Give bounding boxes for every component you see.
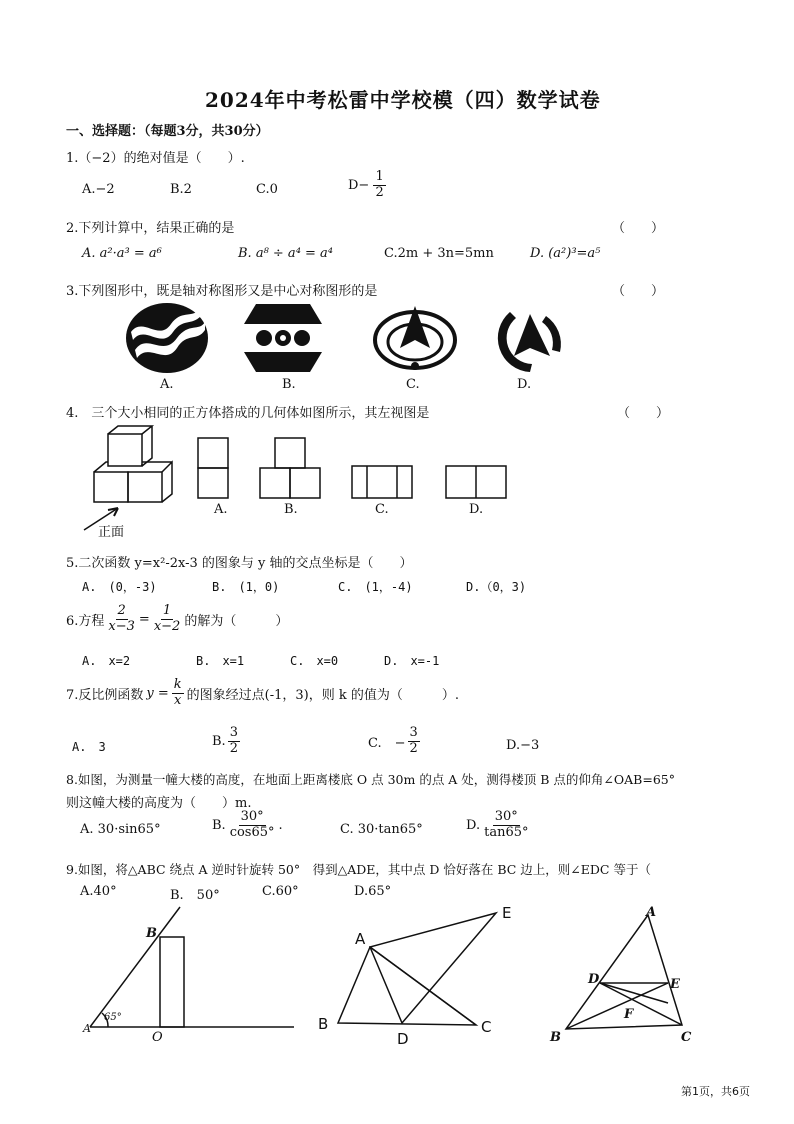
q7-b-prefix: B. bbox=[212, 733, 226, 749]
section-heading: 一、选择题：（每题3分，共30分） bbox=[66, 124, 269, 139]
fig8-label-o: O bbox=[152, 1030, 163, 1045]
q8-b-den: cos65° bbox=[229, 824, 275, 840]
q4-cube-solid bbox=[78, 424, 178, 532]
q7-option-c bbox=[368, 726, 420, 757]
q1-d-num: 1 bbox=[375, 169, 384, 184]
q4-stem: 4. 三个大小相同的正方体搭成的几何体如图所示，其左视图是 bbox=[66, 406, 430, 421]
q7-f-num: k bbox=[173, 677, 182, 692]
q2-answer-paren: （ ） bbox=[612, 221, 665, 236]
q8-b-fraction bbox=[228, 810, 277, 841]
q8-option-a: A. 30·sin65° bbox=[80, 822, 161, 837]
q3-stem: 3.下列图形中，既是轴对称图形又是中心对称图形的是 bbox=[66, 284, 378, 299]
fig10-label-a: A bbox=[646, 905, 657, 920]
q8-b-suffix: . bbox=[278, 817, 283, 833]
q1-d-den: 2 bbox=[375, 184, 384, 200]
q4-label-b: B. bbox=[284, 502, 298, 517]
q6-fraction-2 bbox=[152, 604, 183, 635]
q7-c-num: 3 bbox=[409, 725, 418, 740]
q6-fraction-1 bbox=[106, 604, 137, 635]
q3-figure-d bbox=[490, 302, 570, 374]
page-title: 2024年中考松雷中学校模（四）数学试卷 bbox=[205, 88, 601, 112]
q9-figure bbox=[330, 905, 510, 1035]
q3-figure-b bbox=[242, 302, 324, 374]
q8-option-d bbox=[466, 810, 530, 841]
q6-suffix: 的解为（ ） bbox=[184, 613, 289, 629]
q4-label-d: D. bbox=[469, 502, 484, 517]
q8-b-num: 30° bbox=[240, 809, 264, 824]
q4-option-a-view bbox=[196, 436, 230, 500]
q2-option-a: A. a²·a³ = a⁶ bbox=[82, 246, 162, 261]
q8-d-prefix: D. bbox=[466, 817, 481, 833]
q1-d-fraction bbox=[373, 170, 385, 201]
q7-c-den: 2 bbox=[409, 740, 418, 756]
q6-f1-num: 2 bbox=[117, 603, 126, 618]
q5-option-b: B. (1，0) bbox=[212, 580, 280, 594]
fig8-angle-label: 65° bbox=[104, 1012, 122, 1023]
q7-option-d: D.−3 bbox=[506, 738, 540, 753]
q6-stem bbox=[66, 604, 288, 635]
q3-figure-a bbox=[125, 302, 210, 374]
q7-fraction bbox=[172, 678, 184, 709]
q7-f-den: x bbox=[174, 692, 182, 708]
q9-option-a: A.40° bbox=[80, 884, 117, 899]
q6-option-b: B. x=1 bbox=[196, 654, 245, 668]
q1-option-d bbox=[348, 170, 386, 201]
q3-label-a: A. bbox=[160, 377, 174, 392]
q8-stem-line1: 8.如图，为测量一幢大楼的高度，在地面上距离楼底 O 点 30m 的点 A 处，测得楼顶 B 点的仰角∠OAB=65° bbox=[66, 772, 675, 787]
q8-option-c: C. 30·tan65° bbox=[340, 822, 423, 837]
q8-d-num: 30° bbox=[494, 809, 518, 824]
q2-option-d: D. (a²)³=a⁵ bbox=[530, 246, 601, 261]
q4-answer-paren: （ ） bbox=[617, 406, 670, 421]
fig8-label-b: B bbox=[146, 926, 157, 941]
q7-prefix: 7.反比例函数 bbox=[66, 687, 144, 703]
q7-stem bbox=[66, 678, 459, 709]
q5-option-d: D.（0，3) bbox=[466, 580, 527, 594]
fig9-label-b: B bbox=[318, 1015, 329, 1033]
q9-option-d: D.65° bbox=[354, 884, 392, 899]
q4-option-d-view bbox=[444, 464, 508, 500]
q3-answer-paren: （ ） bbox=[612, 284, 665, 299]
fig10-label-f: F bbox=[624, 1007, 634, 1022]
q9-option-c: C.60° bbox=[262, 884, 299, 899]
q6-f2-den: x−2 bbox=[153, 618, 181, 634]
q1-option-b: B.2 bbox=[170, 182, 192, 197]
fig8-label-a: A bbox=[83, 1022, 91, 1035]
q7-c-fraction bbox=[408, 726, 420, 757]
q4-label-c: C. bbox=[375, 502, 389, 517]
q7-suffix: 的图象经过点(-1，3)，则 k 的值为（ ）. bbox=[186, 687, 460, 703]
q3-label-d: D. bbox=[517, 377, 532, 392]
q7-b-num: 3 bbox=[229, 725, 238, 740]
q9-option-b: B. 50° bbox=[170, 888, 220, 903]
q5-option-c: C. (1，-4) bbox=[338, 580, 413, 594]
q2-option-b: B. a⁸ ÷ a⁴ = a⁴ bbox=[238, 246, 334, 261]
q4-front-label: 正面 bbox=[98, 525, 125, 540]
q6-f2-num: 1 bbox=[162, 603, 172, 618]
q4-option-b-view bbox=[258, 436, 322, 500]
q5-stem: 5.二次函数 y=x²-2x-3 的图象与 y 轴的交点坐标是（ ） bbox=[66, 556, 413, 571]
q8-b-prefix: B. bbox=[212, 817, 226, 833]
q8-d-fraction bbox=[482, 810, 530, 841]
q7-option-a: A. 3 bbox=[72, 740, 106, 754]
q4-label-a: A. bbox=[214, 502, 228, 517]
q6-option-a: A. x=2 bbox=[82, 654, 131, 668]
fig9-label-e: E bbox=[502, 904, 512, 922]
fig10-label-c: C bbox=[681, 1030, 692, 1045]
fig9-label-a: A bbox=[355, 930, 366, 948]
q5-option-a: A. (0，-3) bbox=[82, 580, 157, 594]
q7-b-den: 2 bbox=[229, 740, 238, 756]
fig10-label-d: D bbox=[588, 972, 600, 987]
q2-option-c: C.2m + 3n=5mn bbox=[384, 246, 494, 261]
q7-y-eq: y = bbox=[146, 685, 169, 701]
q6-prefix: 6.方程 bbox=[66, 613, 105, 629]
q6-option-c: C. x=0 bbox=[290, 654, 339, 668]
q1-d-prefix: D− bbox=[348, 177, 370, 193]
fig9-label-d: D bbox=[397, 1030, 409, 1048]
q6-equals: = bbox=[138, 611, 150, 627]
q6-f1-den: x−3 bbox=[108, 618, 135, 634]
q1-stem: 1.（−2）的绝对值是（ ）. bbox=[66, 151, 245, 166]
q1-option-a: A.−2 bbox=[82, 182, 115, 197]
q7-option-b bbox=[212, 726, 240, 757]
fig10-label-e: E bbox=[670, 977, 680, 992]
fig10-label-b: B bbox=[550, 1030, 561, 1045]
q7-b-fraction bbox=[228, 726, 240, 757]
q6-option-d: D. x=-1 bbox=[384, 654, 440, 668]
q3-label-c: C. bbox=[406, 377, 420, 392]
q8-d-den: tan65° bbox=[484, 824, 529, 840]
q2-stem: 2.下列计算中，结果正确的是 bbox=[66, 221, 235, 236]
q4-option-c-view bbox=[350, 464, 414, 500]
page-footer: 第1页，共6页 bbox=[681, 1085, 750, 1098]
q8-stem-line2: 则这幢大楼的高度为（ ）m. bbox=[66, 796, 252, 811]
fig9-label-c: C bbox=[481, 1018, 492, 1036]
q3-label-b: B. bbox=[282, 377, 296, 392]
q8-option-b bbox=[212, 810, 283, 841]
q7-c-prefix: C. − bbox=[368, 735, 406, 751]
q1-option-c: C.0 bbox=[256, 182, 278, 197]
q3-figure-c bbox=[372, 302, 458, 374]
q9-stem: 9.如图，将△ABC 绕点 A 逆时针旋转 50° 得到△ADE，其中点 D 恰好落在 BC 边上，则∠EDC 等于（ bbox=[66, 862, 651, 877]
